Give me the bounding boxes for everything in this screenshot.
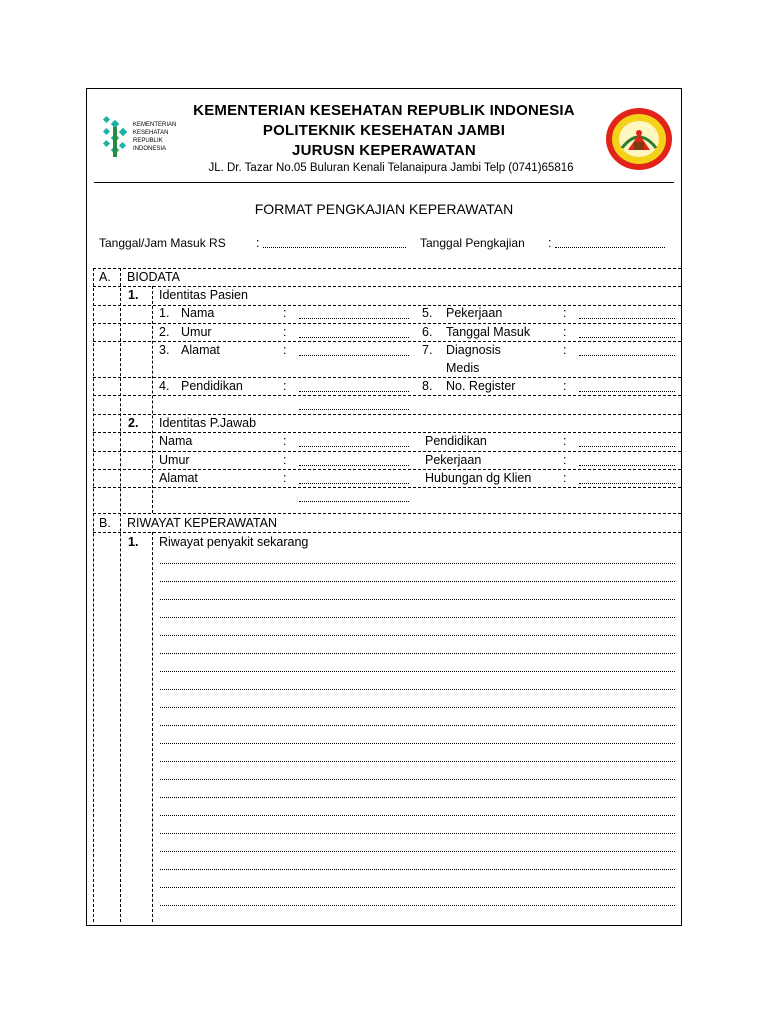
pasien-num: 3. bbox=[159, 343, 170, 357]
pendidikan-label: Pendidikan bbox=[181, 379, 243, 393]
section-a-letter: A. bbox=[99, 270, 111, 284]
colon: : bbox=[548, 236, 552, 250]
riwayat-penyakit-title: Riwayat penyakit sekarang bbox=[159, 535, 309, 549]
logo-text-line: KESEHATAN bbox=[133, 130, 169, 136]
no-register-field[interactable] bbox=[579, 391, 675, 392]
nama-field[interactable] bbox=[299, 318, 409, 319]
pj-pekerjaan-field[interactable] bbox=[579, 465, 675, 466]
pasien-num: 7. bbox=[422, 343, 433, 357]
pasien-num: 6. bbox=[422, 325, 433, 339]
writing-line[interactable] bbox=[160, 635, 675, 636]
colon: : bbox=[283, 379, 287, 393]
row-line bbox=[93, 451, 681, 452]
pekerjaan-field[interactable] bbox=[579, 318, 675, 319]
tanggal-masuk-label: Tanggal/Jam Masuk RS bbox=[99, 236, 226, 250]
pasien-num: 4. bbox=[159, 379, 170, 393]
pekerjaan-label: Pekerjaan bbox=[446, 306, 503, 320]
col-line bbox=[120, 268, 121, 922]
row-line bbox=[93, 432, 681, 433]
writing-line[interactable] bbox=[160, 743, 675, 744]
section-a-title: BIODATA bbox=[127, 270, 181, 284]
pj-alamat-field-extra[interactable] bbox=[299, 501, 409, 502]
writing-line[interactable] bbox=[160, 815, 675, 816]
row-line bbox=[93, 469, 681, 470]
colon: : bbox=[283, 325, 287, 339]
tanggal-masuk-field[interactable] bbox=[263, 247, 406, 248]
pasien-num: 5. bbox=[422, 306, 433, 320]
row-line bbox=[93, 323, 681, 324]
colon: : bbox=[283, 306, 287, 320]
pasien-num: 1. bbox=[159, 306, 170, 320]
umur-label: Umur bbox=[181, 325, 212, 339]
writing-line[interactable] bbox=[160, 761, 675, 762]
pasien-num: 8. bbox=[422, 379, 433, 393]
writing-line[interactable] bbox=[160, 563, 675, 564]
colon: : bbox=[256, 236, 260, 250]
writing-line[interactable] bbox=[160, 707, 675, 708]
tanggal-masuk-field[interactable] bbox=[579, 337, 675, 338]
colon: : bbox=[563, 434, 567, 448]
tanggal-masuk-label: Tanggal Masuk bbox=[446, 325, 531, 339]
writing-line[interactable] bbox=[160, 617, 675, 618]
pj-alamat-label: Alamat bbox=[159, 471, 198, 485]
row-line bbox=[93, 286, 681, 287]
writing-line[interactable] bbox=[160, 797, 675, 798]
row-line bbox=[93, 513, 681, 514]
alamat-field[interactable] bbox=[299, 355, 409, 356]
writing-line[interactable] bbox=[160, 833, 675, 834]
colon: : bbox=[563, 453, 567, 467]
colon: : bbox=[283, 453, 287, 467]
pendidikan-field[interactable] bbox=[299, 391, 409, 392]
col-line bbox=[681, 268, 682, 922]
pj-alamat-field[interactable] bbox=[299, 483, 409, 484]
logo-text-line: REPUBLIK bbox=[133, 138, 163, 144]
no-register-label: No. Register bbox=[446, 379, 516, 393]
pendidikan-field-extra[interactable] bbox=[299, 409, 409, 410]
tanggal-pengkajian-field[interactable] bbox=[555, 247, 665, 248]
header-divider bbox=[94, 182, 674, 183]
umur-field[interactable] bbox=[299, 337, 409, 338]
sub2-num: 2. bbox=[128, 416, 139, 430]
writing-line[interactable] bbox=[160, 905, 675, 906]
section-b-letter: B. bbox=[99, 516, 111, 530]
nama-label: Nama bbox=[181, 306, 215, 320]
col-line bbox=[152, 532, 153, 922]
identitas-pjawab-title: Identitas P.Jawab bbox=[159, 416, 257, 430]
pj-pekerjaan-label: Pekerjaan bbox=[425, 453, 482, 467]
writing-line[interactable] bbox=[160, 581, 675, 582]
writing-line[interactable] bbox=[160, 887, 675, 888]
pj-nama-field[interactable] bbox=[299, 446, 409, 447]
colon: : bbox=[563, 306, 567, 320]
row-line bbox=[93, 377, 681, 378]
colon: : bbox=[283, 434, 287, 448]
tanggal-pengkajian-label: Tanggal Pengkajian bbox=[420, 236, 525, 250]
colon: : bbox=[283, 343, 287, 357]
col-line bbox=[93, 268, 94, 922]
writing-line[interactable] bbox=[160, 779, 675, 780]
pj-pendidikan-field[interactable] bbox=[579, 446, 675, 447]
row-line bbox=[93, 487, 681, 488]
colon: : bbox=[283, 471, 287, 485]
diagnosis-field[interactable] bbox=[579, 355, 675, 356]
logo-text-line: KEMENTERIAN bbox=[133, 122, 177, 128]
diagnosis-label-2: Medis bbox=[446, 361, 480, 375]
department-heading: JURUSN KEPERAWATAN bbox=[292, 142, 476, 159]
pj-umur-label: Umur bbox=[159, 453, 190, 467]
alamat-label: Alamat bbox=[181, 343, 220, 357]
sectionb-sub1-num: 1. bbox=[128, 535, 139, 549]
pj-hubungan-field[interactable] bbox=[579, 483, 675, 484]
colon: : bbox=[563, 325, 567, 339]
sub1-num: 1. bbox=[128, 288, 139, 302]
col-line bbox=[152, 286, 153, 513]
writing-line[interactable] bbox=[160, 869, 675, 870]
logo-text-line: INDONESIA bbox=[133, 146, 167, 152]
pasien-num: 2. bbox=[159, 325, 170, 339]
institution-heading: POLITEKNIK KESEHATAN JAMBI bbox=[262, 122, 506, 139]
colon: : bbox=[563, 471, 567, 485]
writing-line[interactable] bbox=[160, 725, 675, 726]
writing-line[interactable] bbox=[160, 653, 675, 654]
writing-line[interactable] bbox=[160, 671, 675, 672]
address-line: JL. Dr. Tazar No.05 Buluran Kenali Telanaipura Jambi Telp (0741)65816 bbox=[208, 162, 574, 174]
identitas-pasien-title: Identitas Pasien bbox=[159, 288, 248, 302]
row-line bbox=[93, 395, 681, 396]
section-b-title: RIWAYAT KEPERAWATAN bbox=[127, 516, 278, 530]
ministry-heading: KEMENTERIAN KESEHATAN REPUBLIK INDONESIA bbox=[193, 102, 575, 119]
pj-umur-field[interactable] bbox=[299, 465, 409, 466]
diagnosis-label: Diagnosis bbox=[446, 343, 501, 357]
colon: : bbox=[563, 379, 567, 393]
writing-line[interactable] bbox=[160, 851, 675, 852]
row-line bbox=[93, 414, 681, 415]
colon: : bbox=[563, 343, 567, 357]
writing-line[interactable] bbox=[160, 689, 675, 690]
pj-hubungan-label: Hubungan dg Klien bbox=[425, 471, 532, 485]
row-line bbox=[93, 532, 681, 533]
form-title: FORMAT PENGKAJIAN KEPERAWATAN bbox=[254, 201, 514, 217]
writing-line[interactable] bbox=[160, 599, 675, 600]
row-line bbox=[93, 341, 681, 342]
row-line bbox=[93, 268, 681, 269]
pj-pendidikan-label: Pendidikan bbox=[425, 434, 487, 448]
pj-nama-label: Nama bbox=[159, 434, 193, 448]
